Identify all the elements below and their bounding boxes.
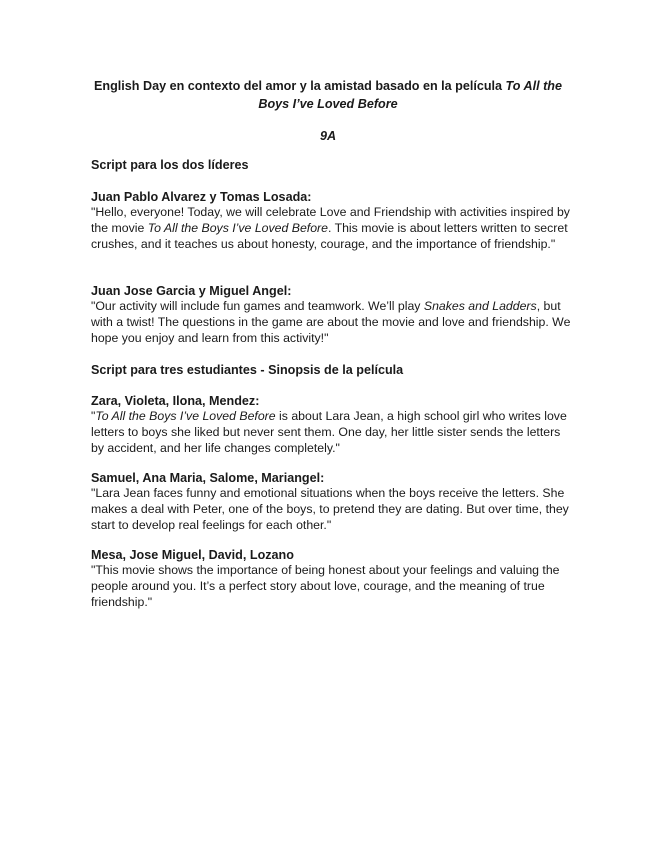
- script-text-part: "This movie shows the importance of being honest about your feelings and valuing the people around you. It’s a perfect story about love, courage, and the meaning of true friendship.": [91, 563, 560, 609]
- grade-label: 9A: [319, 129, 337, 143]
- script-text-part: "Lara Jean faces funny and emotional situations when the boys receive the letters. She makes a deal with Peter, one of the boys, to pretend they are dating. But over time, they start to develop real feelings for each other.": [91, 486, 569, 532]
- document-title: [88, 77, 568, 113]
- script-text-italic: To All the Boys I’ve Loved Before: [95, 409, 276, 423]
- speakers-block-3: Zara, Violeta, Ilona, Mendez:: [91, 394, 260, 408]
- script-text-part: "Our activity will include fun games and teamwork. We’ll play: [91, 299, 424, 313]
- script-text-block-3: [91, 409, 571, 457]
- script-text-part: ": [91, 409, 96, 423]
- title-prefix: English Day en contexto del amor y la amistad basado en la película: [94, 79, 506, 93]
- leaders-heading: Script para los dos líderes: [91, 158, 249, 172]
- script-text-block-2: [91, 299, 571, 347]
- students-heading: Script para tres estudiantes - Sinopsis de la película: [91, 363, 404, 377]
- speakers-block-4: Samuel, Ana Maria, Salome, Mariangel:: [91, 471, 325, 485]
- speakers-block-2: Juan Jose Garcia y Miguel Angel:: [91, 284, 292, 298]
- speakers-block-1: Juan Pablo Alvarez y Tomas Losada:: [91, 190, 312, 204]
- script-text-block-1: [91, 205, 571, 253]
- title-movie-name: To All the Boys I’ve Loved Before: [258, 79, 562, 111]
- script-text-part: "Hello, everyone! Today, we will celebrate Love and Friendship with activities inspired by the movie: [91, 205, 570, 235]
- script-text-part: . This movie is about letters written to secret crushes, and it teaches us about honesty, courage, and the importance of friendship.": [91, 220, 568, 251]
- script-text-block-5: [91, 563, 571, 611]
- speakers-block-5: Mesa, Jose Miguel, David, Lozano: [91, 548, 294, 562]
- script-text-part: , but with a twist! The questions in the game are about the movie and love and friendship. We hope you enjoy and learn from this activity!": [91, 299, 571, 345]
- script-text-italic: Snakes and Ladders: [423, 299, 537, 313]
- script-text-block-4: [91, 486, 571, 534]
- script-text-part: is about Lara Jean, a high school girl who writes love letters to boys she liked but never sent them. One day, her little sister sends the letters by accident, and her life changes completely.": [91, 409, 567, 455]
- script-text-italic: To All the Boys I’ve Loved Before: [147, 220, 328, 235]
